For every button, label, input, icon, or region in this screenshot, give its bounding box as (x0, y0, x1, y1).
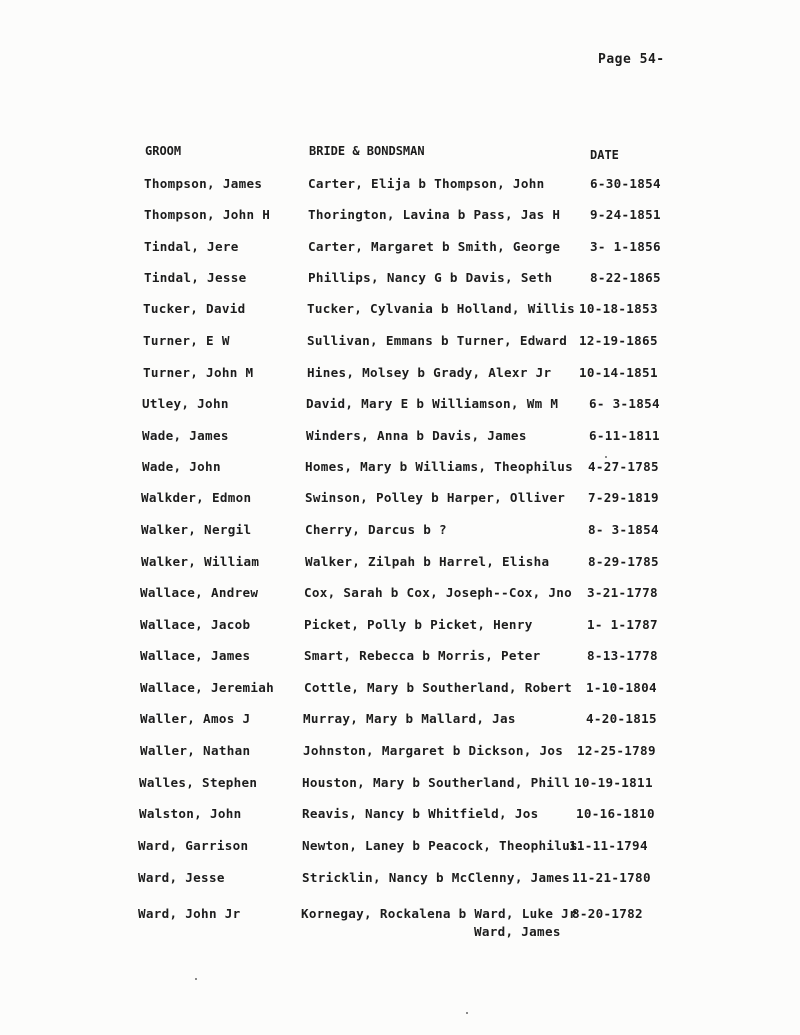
bride-cell: Carter, Margaret b Smith, George (308, 239, 561, 254)
table-row (0, 428, 800, 450)
date-cell: 10-19-1811 (574, 775, 653, 790)
table-row (0, 490, 800, 512)
groom-cell: Wallace, Jacob (140, 617, 251, 632)
groom-cell: Ward, Garrison (138, 838, 249, 853)
date-cell: 8-20-1782 (572, 906, 643, 921)
groom-cell: Ward, Jesse (138, 870, 225, 885)
groom-cell: Utley, John (142, 396, 229, 411)
groom-cell: Turner, E W (143, 333, 230, 348)
date-cell: 4-20-1815 (586, 711, 657, 726)
date-cell: 8-13-1778 (587, 648, 658, 663)
bride-cell: Tucker, Cylvania b Holland, Willis (307, 301, 575, 316)
table-row (0, 207, 800, 229)
groom-cell: Turner, John M (143, 365, 254, 380)
date-cell: 10-18-1853 (579, 301, 658, 316)
date-cell: 12-19-1865 (579, 333, 658, 348)
header-bride-bondsman: BRIDE & BONDSMAN (309, 144, 425, 158)
date-cell: 6- 3-1854 (589, 396, 660, 411)
date-cell: 11-11-1794 (569, 838, 648, 853)
date-cell: 11-21-1780 (572, 870, 651, 885)
page-number: Page 54- (598, 52, 665, 67)
date-cell: 1- 1-1787 (587, 617, 658, 632)
table-row (0, 176, 800, 198)
bride-cell: Walker, Zilpah b Harrel, Elisha (305, 554, 550, 569)
table-row (0, 870, 800, 892)
table-row (0, 522, 800, 544)
header-groom: GROOM (145, 144, 182, 158)
table-row (0, 396, 800, 418)
bride-cell: Picket, Polly b Picket, Henry (304, 617, 533, 632)
date-cell: 8-22-1865 (590, 270, 661, 285)
table-row (0, 743, 800, 765)
table-row (0, 838, 800, 860)
date-cell: 7-29-1819 (588, 490, 659, 505)
bride-cell: Kornegay, Rockalena b Ward, Luke Jr (301, 906, 577, 921)
groom-cell: Walkder, Edmon (141, 490, 252, 505)
date-cell: 6-11-1811 (589, 428, 660, 443)
table-row (0, 648, 800, 670)
continuation-bondsman: Ward, James (474, 924, 561, 939)
bride-cell: Cherry, Darcus b ? (305, 522, 447, 537)
date-cell: 6-30-1854 (590, 176, 661, 191)
date-cell: 3-21-1778 (587, 585, 658, 600)
date-cell: 8- 3-1854 (588, 522, 659, 537)
groom-cell: Tucker, David (143, 301, 246, 316)
groom-cell: Wallace, Andrew (140, 585, 259, 600)
bride-cell: David, Mary E b Williamson, Wm M (306, 396, 559, 411)
groom-cell: Waller, Amos J (140, 711, 251, 726)
groom-cell: Wallace, James (140, 648, 251, 663)
bride-cell: Murray, Mary b Mallard, Jas (303, 711, 516, 726)
groom-cell: Walker, Nergil (141, 522, 252, 537)
groom-cell: Ward, John Jr (138, 906, 241, 921)
date-cell: 8-29-1785 (588, 554, 659, 569)
table-row (0, 365, 800, 387)
groom-cell: Thompson, John H (144, 207, 271, 222)
groom-cell: Thompson, James (144, 176, 263, 191)
table-row (0, 585, 800, 607)
bride-cell: Cottle, Mary b Southerland, Robert (304, 680, 572, 695)
bride-cell: Homes, Mary b Williams, Theophilus (305, 459, 573, 474)
table-row (0, 617, 800, 639)
date-cell: 9-24-1851 (590, 207, 661, 222)
date-cell: 10-16-1810 (576, 806, 655, 821)
table-row (0, 711, 800, 733)
groom-cell: Waller, Nathan (140, 743, 251, 758)
bride-cell: Winders, Anna b Davis, James (306, 428, 527, 443)
groom-cell: Wade, James (142, 428, 229, 443)
date-cell: 12-25-1789 (577, 743, 656, 758)
bride-cell: Reavis, Nancy b Whitfield, Jos (302, 806, 539, 821)
bride-cell: Newton, Laney b Peacock, Theophilus (302, 838, 578, 853)
bride-cell: Stricklin, Nancy b McClenny, James (302, 870, 570, 885)
table-row (0, 333, 800, 355)
groom-cell: Walston, John (139, 806, 242, 821)
scan-speck (195, 978, 197, 980)
groom-cell: Walles, Stephen (139, 775, 258, 790)
bride-cell: Swinson, Polley b Harper, Olliver (305, 490, 566, 505)
bride-cell: Houston, Mary b Southerland, Phill (302, 775, 570, 790)
table-row (0, 301, 800, 323)
table-row (0, 775, 800, 797)
header-date: DATE (590, 148, 619, 162)
bride-cell: Thorington, Lavina b Pass, Jas H (308, 207, 561, 222)
table-row (0, 680, 800, 702)
groom-cell: Wade, John (142, 459, 221, 474)
table-row (0, 239, 800, 261)
table-row (0, 906, 800, 928)
date-cell: 1-10-1804 (586, 680, 657, 695)
bride-cell: Smart, Rebecca b Morris, Peter (304, 648, 541, 663)
bride-cell: Carter, Elija b Thompson, John (308, 176, 545, 191)
table-row (0, 270, 800, 292)
table-row (0, 806, 800, 828)
date-cell: 3- 1-1856 (590, 239, 661, 254)
bride-cell: Phillips, Nancy G b Davis, Seth (308, 270, 553, 285)
date-cell: 4-27-1785 (588, 459, 659, 474)
scan-speck (605, 456, 607, 458)
table-row (0, 554, 800, 576)
bride-cell: Hines, Molsey b Grady, Alexr Jr (307, 365, 552, 380)
bride-cell: Sullivan, Emmans b Turner, Edward (307, 333, 568, 348)
groom-cell: Tindal, Jere (144, 239, 239, 254)
date-cell: 10-14-1851 (579, 365, 658, 380)
bride-cell: Cox, Sarah b Cox, Joseph--Cox, Jno (304, 585, 572, 600)
groom-cell: Walker, William (141, 554, 260, 569)
table-row (0, 459, 800, 481)
groom-cell: Tindal, Jesse (144, 270, 247, 285)
scan-speck (466, 1012, 468, 1014)
bride-cell: Johnston, Margaret b Dickson, Jos (303, 743, 564, 758)
groom-cell: Wallace, Jeremiah (140, 680, 274, 695)
